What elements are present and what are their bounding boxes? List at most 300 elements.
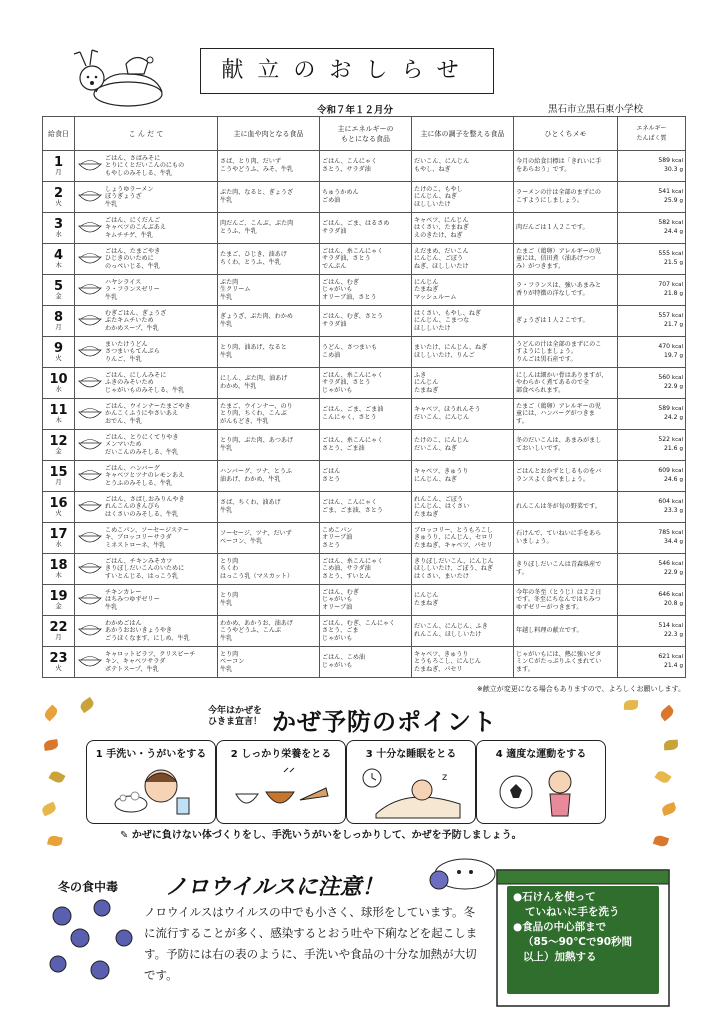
day-cell: [43, 430, 75, 461]
day-cell: [43, 461, 75, 492]
virus-cloud-icon: [425, 852, 500, 892]
day-of-week: 水: [55, 229, 62, 238]
kcal-value: 582: [658, 219, 670, 227]
kaze-point-exercise: [476, 740, 606, 824]
kcal-value: 646: [658, 591, 670, 599]
chalkboard-tips: [507, 886, 659, 994]
menu-line: ラ・フランスゼリー: [105, 286, 160, 294]
point-label: しっかり栄養をとる: [241, 749, 332, 760]
kcal-unit: kcal: [671, 592, 683, 599]
table-header-row: [43, 117, 686, 151]
kcal-unit: kcal: [671, 406, 683, 413]
menu-cell: [75, 430, 218, 461]
header-blood-food: 主に血や肉となる食品: [218, 117, 320, 151]
day-of-week: 金: [55, 291, 62, 300]
menu-line: 牛乳: [105, 200, 118, 208]
kaze-footer-text: かぜに負けない体づくりをし、手洗いうがいをしっかりして、かぜを予防しましょう。: [131, 830, 522, 841]
kcal-value: 609: [658, 467, 670, 475]
day-number: 12: [49, 433, 68, 449]
menu-cell: [75, 523, 218, 554]
day-of-week: 月: [55, 167, 62, 176]
menu-line: わかめスープ、牛乳: [105, 324, 159, 332]
day-number: 9: [53, 340, 64, 356]
point-number: 2: [230, 749, 238, 760]
menu-line: ひじきのいために: [105, 255, 154, 263]
energy-cell: [618, 244, 686, 275]
memo-cell: れんこんは冬が旬の野菜です。: [514, 492, 618, 523]
kcal-value: 541: [658, 188, 670, 196]
header-energy-protein: エネルギー たんぱく質: [618, 117, 686, 151]
day-cell: [43, 492, 75, 523]
kcal-unit: kcal: [671, 251, 683, 258]
kcal-value: 522: [658, 436, 670, 444]
menu-line: キ、ブロッコリーサラダ: [105, 534, 172, 542]
menu-cell: [75, 461, 218, 492]
day-number: 23: [49, 650, 68, 666]
body-food-cell: にんじん たまねぎ: [412, 585, 514, 616]
day-cell: [43, 523, 75, 554]
energy-food-cell: ごはん、糸こんにゃく こめ油、サラダ油 さとう、すいとん: [320, 554, 412, 585]
blood-food-cell: たまご、ひじき、油あげ ちくわ、とうふ、牛乳: [218, 244, 320, 275]
energy-food-cell: ごはん、ごま、ごま油 こんにゃく、さとう: [320, 399, 412, 430]
memo-cell: 今月の給食目標は「きれいに手 をあらおう」です。: [514, 151, 618, 182]
energy-cell: [618, 647, 686, 678]
leaf-icon: [78, 697, 95, 713]
table-row: [43, 337, 686, 368]
protein-unit: g: [679, 229, 683, 235]
protein-unit: g: [679, 415, 683, 421]
menu-line: とりにくとだいこんのにもの: [105, 162, 185, 170]
protein-unit: g: [679, 601, 683, 607]
protein-value: 21.8: [663, 290, 678, 297]
table-row: [43, 244, 686, 275]
day-cell: [43, 616, 75, 647]
menu-cell: [75, 275, 218, 306]
memo-cell: ラ・フランスは、強いあまみと 香りが特徴の洋なしです。: [514, 275, 618, 306]
menu-line: はくさいのみそしる、牛乳: [105, 510, 179, 518]
day-cell: [43, 182, 75, 213]
month-label: 令和７年１２月分: [316, 105, 393, 116]
day-cell: [43, 585, 75, 616]
bowl-icon: [77, 251, 103, 267]
protein-value: 24.2: [663, 414, 678, 421]
table-row: [43, 461, 686, 492]
energy-cell: [618, 430, 686, 461]
energy-food-cell: ごはん、糸こんにゃく サラダ油、さとう でんぷん: [320, 244, 412, 275]
menu-line: ミネストローネ、牛乳: [105, 541, 166, 549]
menu-line: ごうほくなます、にしめ、牛乳: [105, 634, 190, 642]
header-body-food: 主に体の調子を整える食品: [412, 117, 514, 151]
body-food-cell: キャベツ、きゅうり にんじん、ねぎ: [412, 461, 514, 492]
energy-cell: [618, 399, 686, 430]
kaze-point-nutrition: [216, 740, 346, 824]
menu-line: ごはん、にくだんご: [105, 216, 161, 224]
header-memo: ひとくちメモ: [514, 117, 618, 151]
protein-unit: g: [679, 508, 683, 514]
day-number: 8: [53, 309, 64, 325]
bowl-icon: [77, 406, 103, 422]
protein-value: 24.6: [663, 476, 678, 483]
blood-food-cell: 肉だんご、こんぶ、ぶた肉 とうふ、牛乳: [218, 213, 320, 244]
day-number: 15: [49, 464, 68, 480]
energy-food-cell: ごはん、ごま、はるさめ サラダ油: [320, 213, 412, 244]
bowl-icon: [77, 344, 103, 360]
menu-cell: [75, 244, 218, 275]
menu-line: キン、キャベツサラダ: [105, 658, 166, 666]
memo-cell: たまご（鶏卵）アレルギーの児 童には、ハンバーグがつきま す。: [514, 399, 618, 430]
kcal-value: 514: [658, 622, 670, 630]
kcal-unit: kcal: [671, 158, 683, 165]
day-of-week: 月: [55, 632, 62, 641]
menu-line: わかめごはん: [105, 619, 142, 627]
energy-cell: [618, 368, 686, 399]
menu-line: もやしのみそしる、牛乳: [105, 169, 173, 177]
menu-cell: [75, 399, 218, 430]
protein-value: 19.7: [663, 352, 678, 359]
protein-value: 25.9: [663, 197, 678, 204]
blood-food-cell: とり肉 ちくわ はっこう乳（マスカット）: [218, 554, 320, 585]
body-food-cell: キャベツ、にんじん はくさい、たまねぎ えのきたけ、ねぎ: [412, 213, 514, 244]
memo-cell: にしんは細かい骨はありますが、 やわらかく煮てあるので全 部食べられます。: [514, 368, 618, 399]
food-icon: [226, 764, 336, 820]
menu-line: ぼうぎょうざ: [105, 193, 142, 201]
energy-food-cell: ごはん、こんにゃく ごま、ごま油、さとう: [320, 492, 412, 523]
menu-line: だいこんのみそしる、牛乳: [105, 448, 179, 456]
day-of-week: 水: [55, 539, 62, 548]
menu-line: とうふのみそしる、牛乳: [105, 479, 173, 487]
energy-cell: [618, 492, 686, 523]
energy-food-cell: ごはん さとう: [320, 461, 412, 492]
bowl-icon: [77, 158, 103, 174]
table-row: [43, 492, 686, 523]
body-food-cell: キャベツ、きゅうり とうもろこし、にんじん たまねぎ、パセリ: [412, 647, 514, 678]
blood-food-cell: さば、ちくわ、油あげ 牛乳: [218, 492, 320, 523]
kcal-unit: kcal: [671, 344, 683, 351]
blood-food-cell: ぶた肉 生クリーム 牛乳: [218, 275, 320, 306]
blood-food-cell: とり肉、ぶた肉、あつあげ 牛乳: [218, 430, 320, 461]
school-name: 黒石市立黒石東小学校: [548, 104, 644, 115]
protein-value: 23.3: [663, 507, 678, 514]
menu-cell: [75, 151, 218, 182]
kcal-unit: kcal: [671, 189, 683, 196]
leaf-icon: [43, 739, 58, 751]
protein-value: 34.4: [663, 538, 678, 545]
energy-food-cell: うどん、さつまいも こめ油: [320, 337, 412, 368]
kcal-unit: kcal: [671, 623, 683, 630]
day-number: 19: [49, 588, 68, 604]
protein-unit: g: [679, 353, 683, 359]
day-cell: [43, 337, 75, 368]
day-of-week: 火: [55, 508, 62, 517]
day-number: 18: [49, 557, 68, 573]
energy-food-cell: ごはん、こめ油 じゃがいも: [320, 647, 412, 678]
noro-title: ノロウイルスに注意！: [165, 875, 384, 900]
menu-line: ごはん、たまごやき: [105, 247, 161, 255]
blood-food-cell: たまご、ウインナー、のり とり肉、ちくわ、こんぶ がんもどき、牛乳: [218, 399, 320, 430]
tip-line: ていねいに手を洗う: [525, 906, 620, 918]
protein-unit: g: [679, 570, 683, 576]
leaf-icon: [48, 769, 65, 785]
menu-cell: [75, 647, 218, 678]
kcal-value: 604: [658, 498, 670, 506]
kcal-unit: kcal: [671, 220, 683, 227]
protein-unit: g: [679, 384, 683, 390]
menu-line: ごはん、ハンバーグ: [105, 464, 160, 472]
menu-line: ごはん、とりにくてりやき: [105, 433, 179, 441]
blood-food-cell: ぶた肉、なると、ぎょうざ 牛乳: [218, 182, 320, 213]
body-food-cell: たけのこ、にんじん だいこん、ねぎ: [412, 430, 514, 461]
kaze-point-handwash: [86, 740, 216, 824]
protein-unit: g: [679, 632, 683, 638]
energy-food-cell: ごはん、むぎ、こんにゃく さとう、ごま じゃがいも: [320, 616, 412, 647]
protein-unit: g: [679, 260, 683, 266]
table-row: [43, 399, 686, 430]
menu-cell: [75, 585, 218, 616]
day-of-week: 木: [55, 570, 62, 579]
table-row: [43, 151, 686, 182]
protein-value: 20.8: [663, 600, 678, 607]
menu-cell: [75, 337, 218, 368]
kcal-value: 560: [658, 374, 670, 382]
body-food-cell: はくさい、もやし、ねぎ にんじん、こまつな ほししいたけ: [412, 306, 514, 337]
protein-value: 22.3: [663, 631, 678, 638]
menu-line: こめこパン、ソーセージステー: [105, 526, 190, 534]
menu-line: すいとんじる、はっこう乳: [105, 572, 179, 580]
memo-cell: ラーメンの汁は全部のまずにの こすようにしましょう。: [514, 182, 618, 213]
bowl-icon: [77, 375, 103, 391]
bowl-icon: [77, 189, 103, 205]
header-menu: こ ん だ て: [75, 117, 218, 151]
bowl-icon: [77, 592, 103, 608]
menu-line: ハヤシライス: [105, 278, 142, 286]
bowl-icon: [77, 437, 103, 453]
protein-value: 22.9: [663, 383, 678, 390]
tip-line: ●食品の中心部まで: [513, 921, 607, 933]
kcal-unit: kcal: [671, 654, 683, 661]
energy-cell: [618, 151, 686, 182]
energy-food-cell: ごはん、むぎ じゃがいも オリーブ油: [320, 585, 412, 616]
bowl-icon: [77, 654, 103, 670]
header-day: 給食日: [43, 117, 75, 151]
day-cell: [43, 399, 75, 430]
noro-description: ノロウイルスはウイルスの中でも小さく、球形をしています。冬に流行することが多く、感染するとおう吐や下痢などを起こします。予防には右の表のように、手洗いや食品の十分な加熱が大切です。: [144, 905, 478, 982]
energy-food-cell: ちゅうかめん ごめ油: [320, 182, 412, 213]
menu-line: きりぼしだいこんのいために: [105, 565, 185, 573]
menu-line: れんこんのきんぴら: [105, 503, 160, 511]
bowl-icon: [77, 313, 103, 329]
menu-line: 牛乳: [105, 293, 118, 301]
menu-line: キムチチゲ、牛乳: [105, 231, 153, 239]
menu-cell: [75, 182, 218, 213]
blood-food-cell: とり肉 ベーコン 牛乳: [218, 647, 320, 678]
kcal-unit: kcal: [671, 282, 683, 289]
leaf-icon: [653, 834, 669, 848]
protein-value: 21.7: [663, 321, 678, 328]
menu-line: のっぺいじる、牛乳: [105, 262, 160, 270]
menu-line: メンマいため: [105, 441, 142, 449]
bowl-icon: [77, 468, 103, 484]
table-row: [43, 554, 686, 585]
table-row: [43, 647, 686, 678]
energy-food-cell: ごはん、むぎ、さとう サラダ油: [320, 306, 412, 337]
table-row: [43, 585, 686, 616]
day-of-week: 火: [55, 353, 62, 362]
energy-cell: [618, 523, 686, 554]
table-row: [43, 523, 686, 554]
point-number: 3: [365, 749, 373, 760]
tip-line: ●石けんを使って: [513, 891, 596, 903]
body-food-cell: えだまめ、だいこん にんじん、ごぼう ねぎ、ほししいたけ: [412, 244, 514, 275]
menu-line: 牛乳: [105, 603, 118, 611]
kcal-value: 546: [658, 560, 670, 568]
day-cell: [43, 368, 75, 399]
body-food-cell: たけのこ、もやし にんじん、ねぎ ほししいたけ: [412, 182, 514, 213]
menu-line: りんご、牛乳: [105, 355, 142, 363]
bowl-icon: [77, 282, 103, 298]
blood-food-cell: わかめ、あかうお、油あげ こうやどうふ、こんぶ 牛乳: [218, 616, 320, 647]
menu-cell: [75, 616, 218, 647]
memo-cell: 石けんで、ていねいに手をあら いましょう。: [514, 523, 618, 554]
tip-line: （85〜90℃で90秒間: [523, 936, 633, 948]
noro-small-title: 冬の食中毒: [58, 880, 119, 894]
day-of-week: 月: [55, 322, 62, 331]
day-of-week: 金: [55, 601, 62, 610]
energy-food-cell: ごはん、糸こんにゃく さとう、ごま油: [320, 430, 412, 461]
bowl-icon: [77, 530, 103, 546]
reindeer-mascot-illustration: [66, 44, 176, 112]
menu-line: あかうおおいきょうやき: [105, 627, 173, 635]
protein-unit: g: [679, 477, 683, 483]
menu-line: キャベツのこんぶあえ: [105, 224, 166, 232]
table-row: [43, 368, 686, 399]
blood-food-cell: さば、とり肉、だいず こうやどうふ、みそ、牛乳: [218, 151, 320, 182]
blood-food-cell: にしん、ぶた肉、油あげ わかめ、牛乳: [218, 368, 320, 399]
body-food-cell: ブロッコリー、とうもろこし きゅうり、にんじん、セロリ たまねぎ、キャベツ、パセリ: [412, 523, 514, 554]
blood-food-cell: とり肉 牛乳: [218, 585, 320, 616]
menu-line: はちみつゆずゼリー: [105, 596, 160, 604]
body-food-cell: れんこん、ごぼう にんじん、はくさい たまねぎ: [412, 492, 514, 523]
blood-food-cell: ぎょうざ、ぶた肉、わかめ 牛乳: [218, 306, 320, 337]
menu-line: ごはん、ウインナーたまごやき: [105, 402, 191, 410]
body-food-cell: キャベツ、ほうれんそう だいこん、にんじん: [412, 399, 514, 430]
table-footnote: ※献立が変更になる場合もありますので、よろしくお願いします。: [476, 685, 685, 693]
leaf-icon: [654, 769, 671, 785]
leaf-icon: [661, 802, 677, 816]
kcal-unit: kcal: [671, 468, 683, 475]
tip-line: 以上）加熱する: [523, 951, 597, 963]
energy-cell: [618, 213, 686, 244]
memo-cell: うどんの汁は全部のまずにのこ すようにしましょう。 りんごは黒石産です。: [514, 337, 618, 368]
day-cell: [43, 647, 75, 678]
memo-cell: 今年の冬至（とうじ）は２２日 です。冬至にちなんではちみつ ゆずゼリーがつきます。: [514, 585, 618, 616]
menu-line: ごはん、さばしおみりんやき: [105, 495, 185, 503]
kaze-declaration: 今年はかぜを ひきま宣言！: [207, 706, 262, 727]
kcal-value: 555: [658, 250, 670, 258]
day-number: 1: [53, 154, 64, 170]
body-food-cell: にんじん たまねぎ マッシュルーム: [412, 275, 514, 306]
kcal-value: 589: [658, 405, 670, 413]
energy-cell: [618, 461, 686, 492]
menu-line: さつまいもてんぷら: [105, 348, 160, 356]
energy-food-cell: こめこパン オリーブ油 さとう: [320, 523, 412, 554]
energy-cell: [618, 554, 686, 585]
memo-cell: 年越し料理の献立です。: [514, 616, 618, 647]
memo-cell: きりぼしだいこんは青森県産で す。: [514, 554, 618, 585]
point-label: 適度な運動をする: [506, 749, 587, 760]
day-cell: [43, 306, 75, 337]
day-number: 5: [53, 278, 64, 294]
protein-value: 30.3: [663, 166, 678, 173]
table-row: [43, 616, 686, 647]
body-food-cell: ふき にんじん たまねぎ: [412, 368, 514, 399]
energy-food-cell: ごはん、糸こんにゃく サラダ油、さとう じゃがいも: [320, 368, 412, 399]
leaf-icon: [664, 740, 679, 751]
point-number: 1: [95, 749, 103, 760]
header-energy-food: 主にエネルギーの もとになる食品: [320, 117, 412, 151]
memo-cell: ごはんとおかずとしるものをバ ランスよく食べましょう。: [514, 461, 618, 492]
leaf-icon: [41, 802, 58, 817]
menu-line: チキンカレー: [105, 588, 142, 596]
protein-value: 21.6: [663, 445, 678, 452]
menu-line: むぎごはん、ぎょうざ: [105, 309, 167, 317]
svg-text:z: z: [442, 772, 448, 783]
energy-cell: [618, 306, 686, 337]
day-cell: [43, 213, 75, 244]
table-row: [43, 182, 686, 213]
leaf-icon: [43, 705, 60, 722]
protein-unit: g: [679, 198, 683, 204]
day-of-week: 金: [55, 446, 62, 455]
bowl-icon: [77, 623, 103, 639]
protein-unit: g: [679, 446, 683, 452]
menu-cell: [75, 492, 218, 523]
body-food-cell: だいこん、にんじん、ふき れんこん、ほししいたけ: [412, 616, 514, 647]
kcal-unit: kcal: [671, 530, 683, 537]
menu-cell: [75, 554, 218, 585]
menu-cell: [75, 368, 218, 399]
energy-cell: [618, 585, 686, 616]
blood-food-cell: ハンバーグ、ツナ、とうふ 油あげ、わかめ、牛乳: [218, 461, 320, 492]
energy-cell: [618, 337, 686, 368]
day-of-week: 月: [55, 477, 62, 486]
day-cell: [43, 244, 75, 275]
table-row: [43, 275, 686, 306]
kcal-unit: kcal: [671, 313, 683, 320]
soccer-icon: [486, 764, 596, 820]
menu-line: かんこくふうにやさいあえ: [105, 410, 179, 418]
point-label: 手洗い・うがいをする: [106, 749, 207, 760]
menu-body: [43, 151, 686, 678]
protein-value: 21.5: [663, 259, 678, 266]
kcal-unit: kcal: [671, 437, 683, 444]
menu-table: [42, 116, 686, 678]
blood-food-cell: ソーセージ、ツナ、だいず ベーコン、牛乳: [218, 523, 320, 554]
menu-line: ふきのみそいため: [105, 379, 154, 387]
menu-cell: [75, 306, 218, 337]
protein-unit: g: [679, 291, 683, 297]
handwash-icon: [101, 764, 201, 820]
day-of-week: 木: [55, 260, 62, 269]
day-of-week: 火: [55, 663, 62, 672]
blood-food-cell: とり肉、油あげ、なると 牛乳: [218, 337, 320, 368]
kaze-title: かぜ予防のポイント: [272, 708, 497, 736]
day-cell: [43, 275, 75, 306]
day-number: 22: [49, 619, 68, 635]
memo-cell: 冬のだいこんは、あまみがまし ておいしいです。: [514, 430, 618, 461]
day-number: 11: [49, 402, 68, 418]
kcal-value: 589: [658, 157, 670, 165]
bowl-icon: [77, 561, 103, 577]
